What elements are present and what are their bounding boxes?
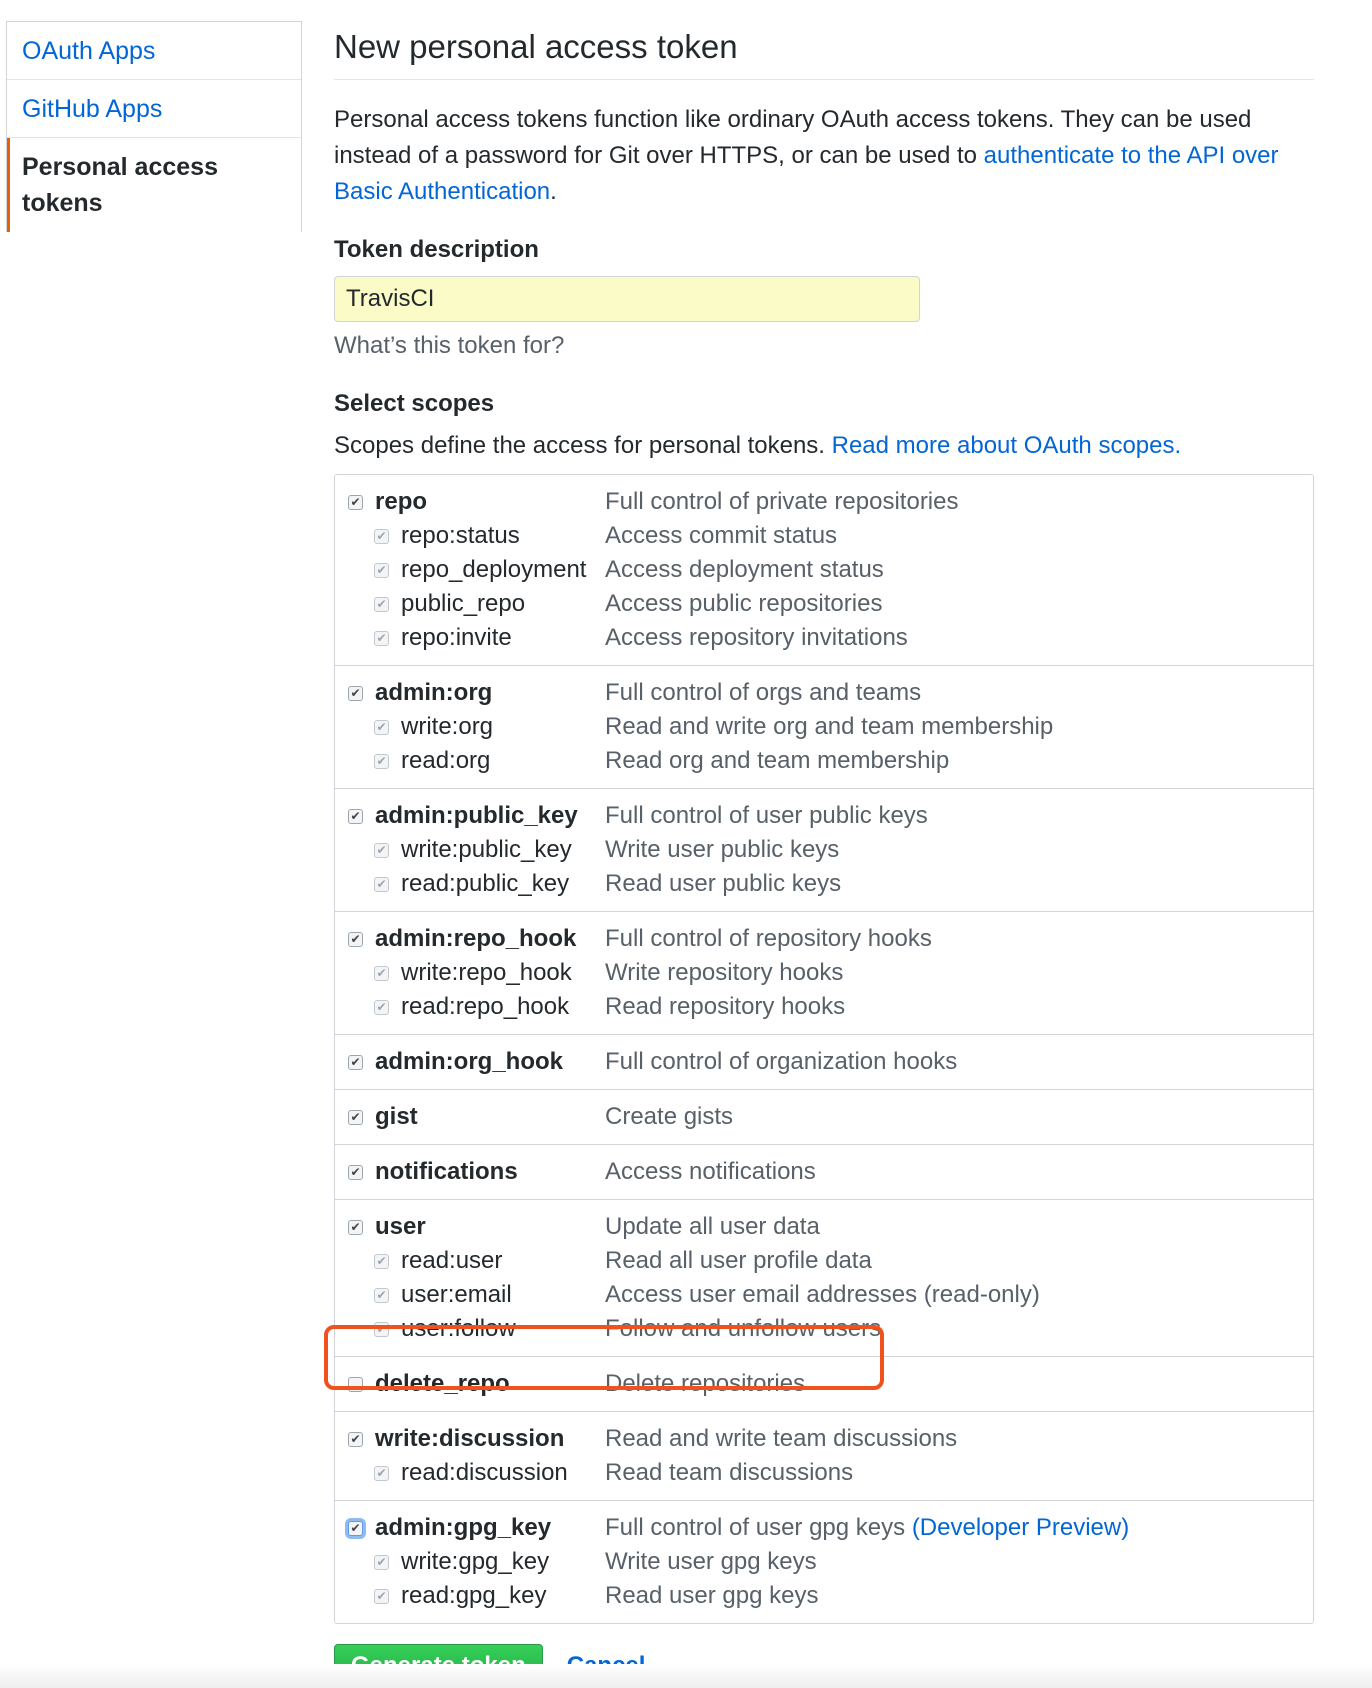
token-description-note: What’s this token for?	[334, 332, 565, 359]
sidebar-item-oauth-apps[interactable]: OAuth Apps	[7, 22, 301, 80]
scope-checkbox[interactable]: ✔	[374, 1555, 389, 1570]
scope-description-text: Access commit status	[605, 522, 838, 549]
intro-paragraph	[334, 102, 1314, 210]
scope-group	[335, 789, 1313, 912]
scope-description	[605, 624, 908, 652]
sub-scope-row	[335, 587, 1313, 621]
sub-scope-row	[335, 621, 1313, 655]
scope-description-text: Full control of user public keys	[605, 802, 928, 829]
scope-name: admin:repo_hook	[375, 925, 577, 952]
scope-description	[605, 1247, 872, 1275]
sub-scope-row	[335, 1456, 1313, 1490]
scope-description-text: Full control of repository hooks	[605, 925, 932, 952]
scope-row	[335, 1367, 1313, 1401]
token-description-input[interactable]	[334, 276, 920, 322]
scope-name: user	[375, 1213, 426, 1240]
sub-scope-row	[335, 710, 1313, 744]
sidebar-item-github-apps[interactable]: GitHub Apps	[7, 80, 301, 138]
scope-description-text: Access notifications	[605, 1158, 816, 1185]
scope-row	[335, 1511, 1313, 1545]
scope-name: write:public_key	[401, 836, 572, 863]
scope-description	[605, 679, 921, 707]
scope-name: user:email	[401, 1281, 512, 1308]
scope-description-text: Write user gpg keys	[605, 1548, 817, 1575]
scope-checkbox[interactable]: ✔	[348, 686, 363, 701]
scope-checkbox[interactable]: ✔	[374, 754, 389, 769]
scope-row	[335, 922, 1313, 956]
scope-description	[605, 590, 882, 618]
scope-description-text: Full control of orgs and teams	[605, 679, 922, 706]
scope-checkbox[interactable]: ✔	[348, 1055, 363, 1070]
scope-row	[335, 1155, 1313, 1189]
scope-name: write:discussion	[375, 1425, 565, 1452]
scope-description	[605, 488, 958, 516]
scope-description-text: Delete repositories	[605, 1370, 806, 1397]
settings-sidebar	[6, 21, 302, 232]
scope-name: admin:org	[375, 679, 493, 706]
scope-name: repo:status	[401, 522, 520, 549]
main-content	[334, 0, 1314, 1688]
page-title: New personal access token	[334, 0, 1314, 80]
scope-row	[335, 1100, 1313, 1134]
scope-name: public_repo	[401, 590, 526, 617]
scope-row	[335, 676, 1313, 710]
scope-group	[335, 1501, 1313, 1623]
scope-description	[605, 522, 837, 550]
scope-name: read:repo_hook	[401, 993, 570, 1020]
scope-name: write:repo_hook	[401, 959, 572, 986]
sub-scope-row	[335, 519, 1313, 553]
scope-description	[605, 1158, 816, 1186]
bottom-shade	[0, 1664, 1372, 1688]
scope-group	[335, 475, 1313, 666]
sub-scope-row	[335, 990, 1313, 1024]
scope-description	[605, 1370, 805, 1398]
scope-name: repo:invite	[401, 624, 512, 651]
scope-group	[335, 1035, 1313, 1090]
scope-group	[335, 1357, 1313, 1412]
scope-description-text: Read user public keys	[605, 870, 842, 897]
select-scopes-label: Select scopes	[334, 390, 495, 417]
scope-description	[605, 1548, 817, 1576]
authenticate-api-link[interactable]: authenticate to the API over Basic Authentication	[334, 142, 1279, 205]
scope-description	[605, 747, 949, 775]
scope-checkbox[interactable]: ✔	[374, 563, 389, 578]
scope-checkbox[interactable]: ✔	[374, 1254, 389, 1269]
scope-name: read:org	[401, 747, 491, 774]
scope-description-text: Access deployment status	[605, 556, 884, 583]
scope-checkbox[interactable]: ✔	[374, 720, 389, 735]
scope-name: delete_repo	[375, 1370, 510, 1397]
sub-scope-row	[335, 956, 1313, 990]
token-description-label: Token description	[334, 236, 539, 263]
scopes-desc-text: Scopes define the access for personal tokens.	[334, 432, 832, 459]
sub-scope-row	[335, 1579, 1313, 1613]
scope-description	[605, 1514, 1129, 1542]
scope-name: read:user	[401, 1247, 503, 1274]
scope-description-text: Write user public keys	[605, 836, 840, 863]
scope-checkbox[interactable]: ✔	[348, 1220, 363, 1235]
scope-description	[605, 1425, 957, 1453]
scope-checkbox[interactable]: ✔	[374, 631, 389, 646]
scope-name: repo_deployment	[401, 556, 587, 583]
scope-checkbox[interactable]: ✔	[374, 1589, 389, 1604]
developer-preview-link[interactable]: (Developer Preview)	[911, 1514, 1130, 1541]
scope-checkbox[interactable]: ✔	[374, 1288, 389, 1303]
scope-checkbox[interactable]: ✔	[348, 1165, 363, 1180]
scope-description-text: Full control of private repositories	[605, 488, 959, 515]
scope-description-text: Read and write team discussions	[605, 1425, 958, 1452]
scope-description-text: Create gists	[605, 1103, 734, 1130]
scope-group	[335, 1200, 1313, 1357]
sub-scope-row	[335, 867, 1313, 901]
scope-row	[335, 485, 1313, 519]
scope-checkbox[interactable]: ✔	[374, 966, 389, 981]
sub-scope-row	[335, 1312, 1313, 1346]
scope-name: read:discussion	[401, 1459, 568, 1486]
scope-description-text: Update all user data	[605, 1213, 820, 1240]
scope-checkbox[interactable]: ✔	[348, 1110, 363, 1125]
scope-description-text: Follow and unfollow users	[605, 1315, 882, 1342]
scope-description	[605, 1459, 853, 1487]
scope-description-text: Access public repositories	[605, 590, 883, 617]
scope-name: admin:org_hook	[375, 1048, 564, 1075]
scope-name: read:gpg_key	[401, 1582, 547, 1609]
scope-description-text: Full control of user gpg keys	[605, 1514, 912, 1541]
scope-group	[335, 1090, 1313, 1145]
scope-description	[605, 993, 845, 1021]
scope-group	[335, 912, 1313, 1035]
scope-group	[335, 1145, 1313, 1200]
sub-scope-row	[335, 553, 1313, 587]
sub-scope-row	[335, 833, 1313, 867]
scope-name: read:public_key	[401, 870, 570, 897]
scope-group	[335, 666, 1313, 789]
sub-scope-row	[335, 744, 1313, 778]
scope-name: write:gpg_key	[401, 1548, 550, 1575]
scope-description	[605, 713, 1053, 741]
scope-description-text: Read all user profile data	[605, 1247, 872, 1274]
scope-description	[605, 802, 928, 830]
scope-checkbox[interactable]	[348, 1377, 363, 1392]
scope-description-text: Read org and team membership	[605, 747, 950, 774]
scope-row	[335, 1422, 1313, 1456]
scope-description	[605, 1582, 818, 1610]
scope-name: user:follow	[401, 1315, 516, 1342]
intro-text: Personal access tokens function like ordinary OAuth access tokens. They can be used instead of a password for Git over HTTPS, or can be used to	[334, 106, 1252, 169]
scope-name: notifications	[375, 1158, 518, 1185]
scope-description-text: Read repository hooks	[605, 993, 846, 1020]
scope-checkbox[interactable]: ✔	[348, 1432, 363, 1447]
scope-checkbox[interactable]: ✔	[374, 1322, 389, 1337]
scope-description	[605, 1103, 733, 1131]
scope-name: admin:gpg_key	[375, 1514, 552, 1541]
sub-scope-row	[335, 1545, 1313, 1579]
scope-description	[605, 959, 843, 987]
scope-checkbox[interactable]: ✔	[374, 1000, 389, 1015]
sub-scope-row	[335, 1278, 1313, 1312]
scope-checkbox[interactable]: ✔	[374, 529, 389, 544]
scope-checkbox[interactable]: ✔	[374, 1466, 389, 1481]
scope-description	[605, 870, 841, 898]
scope-description	[605, 1315, 881, 1343]
scope-description-text: Access user email addresses (read-only)	[605, 1281, 1040, 1308]
scopes-description	[334, 432, 1314, 460]
scope-name: repo	[375, 488, 428, 515]
intro-end: .	[550, 178, 557, 205]
scope-row	[335, 1045, 1313, 1079]
scope-row	[335, 1210, 1313, 1244]
scope-description-text: Access repository invitations	[605, 624, 908, 651]
scope-checkbox[interactable]: ✔	[374, 843, 389, 858]
scope-checkbox[interactable]: ✔	[374, 877, 389, 892]
scope-description	[605, 925, 932, 953]
scope-description-text: Full control of organization hooks	[605, 1048, 958, 1075]
scope-description	[605, 1281, 1040, 1309]
scope-name: write:org	[401, 713, 494, 740]
scope-row	[335, 799, 1313, 833]
scope-description	[605, 1213, 820, 1241]
scope-description-text: Read team discussions	[605, 1459, 854, 1486]
scope-name: admin:public_key	[375, 802, 578, 829]
scope-description-text: Read and write org and team membership	[605, 713, 1054, 740]
sub-scope-row	[335, 1244, 1313, 1278]
scope-checkbox[interactable]: ✔	[348, 809, 363, 824]
scope-checkbox[interactable]: ✔	[374, 597, 389, 612]
scopes-list	[334, 474, 1314, 1624]
scope-checkbox[interactable]: ✔	[348, 495, 363, 510]
scope-description	[605, 556, 884, 584]
scope-checkbox[interactable]: ✔	[348, 932, 363, 947]
scope-description-text: Write repository hooks	[605, 959, 844, 986]
scope-description	[605, 1048, 957, 1076]
sidebar-item-personal-access-tokens[interactable]: Personal access tokens	[7, 138, 301, 232]
scope-name: gist	[375, 1103, 418, 1130]
scope-group	[335, 1412, 1313, 1501]
scope-checkbox[interactable]: ✔	[348, 1521, 363, 1536]
scope-description-text: Read user gpg keys	[605, 1582, 819, 1609]
scope-description	[605, 836, 839, 864]
oauth-scopes-link[interactable]: Read more about OAuth scopes.	[831, 432, 1182, 459]
